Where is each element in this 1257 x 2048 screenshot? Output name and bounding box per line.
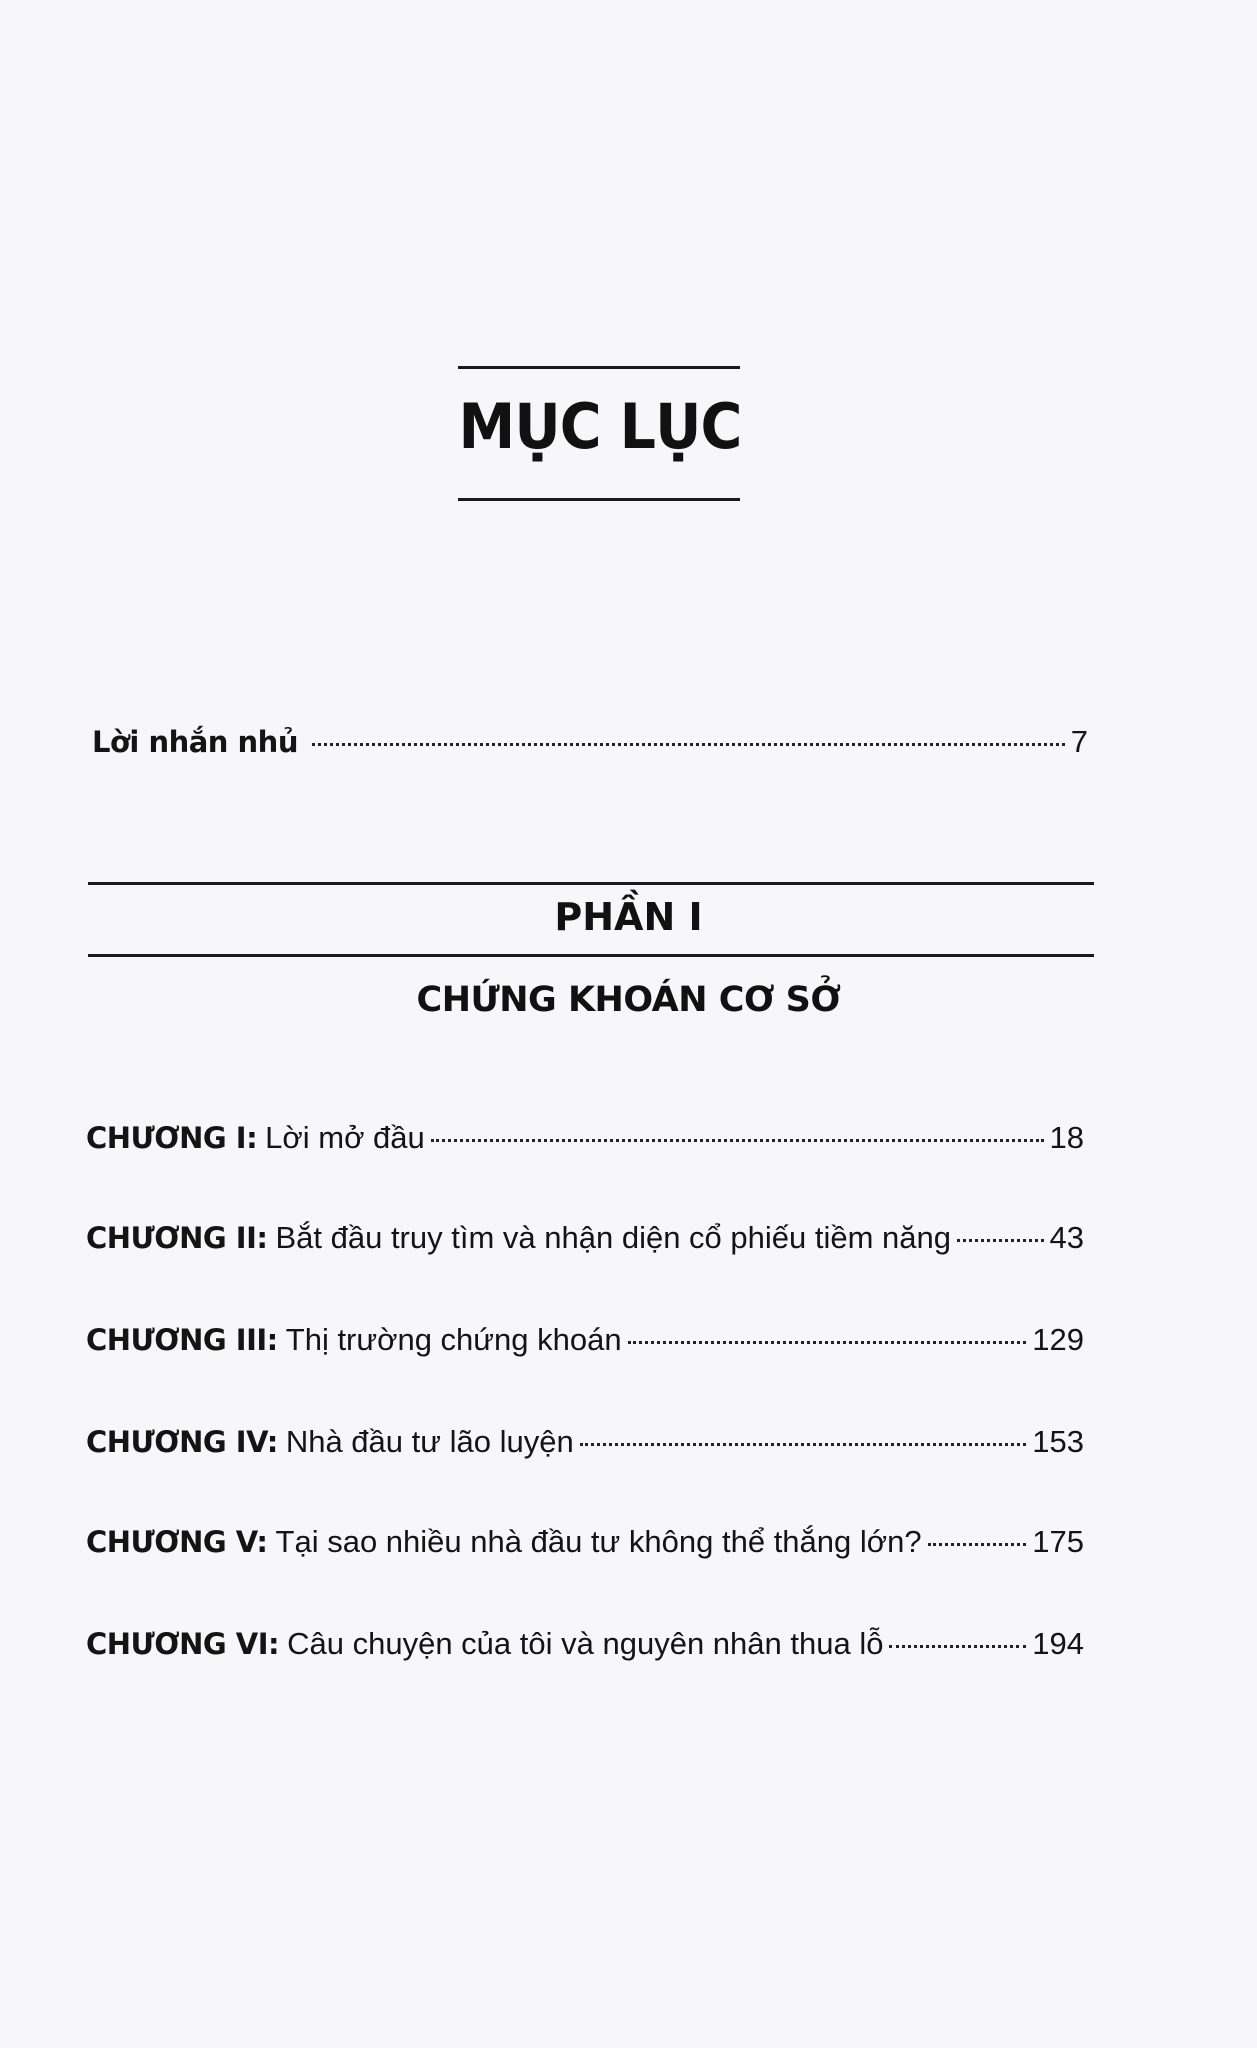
chapter-label: CHƯƠNG II: [86,1221,268,1255]
chapter-title: Bắt đầu truy tìm và nhận diện cổ phiếu tiềm năng [275,1220,952,1255]
dot-leader [312,743,1065,746]
chapter-title: Thị trường chứng khoán [285,1322,622,1357]
chapter-label: CHƯƠNG I: [86,1121,258,1155]
chapter-page-number: 43 [1049,1220,1084,1255]
part-rule-top [88,882,1094,885]
chapter-page-number: 153 [1032,1424,1084,1459]
chapter-title: Lời mở đầu [265,1120,425,1155]
dot-leader [431,1139,1044,1142]
toc-entry-chapter[interactable] [86,1322,1084,1358]
chapter-page-number: 194 [1032,1626,1084,1661]
preface-page-number: 7 [1070,724,1088,759]
dot-leader [889,1645,1026,1648]
chapter-label: CHƯƠNG IV: [86,1425,278,1459]
dot-leader [928,1543,1027,1546]
dot-leader [957,1239,1044,1242]
chapter-label: CHƯƠNG VI: [86,1627,280,1661]
part-rule-bottom [88,954,1094,957]
preface-title: Lời nhắn nhủ [92,725,298,759]
title-rule-top [458,366,740,369]
part-subtitle: CHỨNG KHOÁN CƠ SỞ [416,980,841,1020]
chapter-label: CHƯƠNG V: [86,1525,268,1559]
toc-entry-chapter[interactable] [86,1220,1084,1256]
toc-entry-chapter[interactable] [86,1524,1084,1560]
page-title: MỤC LỤC [458,390,742,463]
chapter-title: Tại sao nhiều nhà đầu tư không thể thắng lớn? [275,1524,922,1559]
chapter-page-number: 18 [1049,1120,1084,1155]
toc-entry-chapter[interactable] [86,1626,1084,1662]
toc-entry-chapter[interactable] [86,1120,1084,1156]
toc-entry-chapter[interactable] [86,1424,1084,1460]
toc-entry-preface[interactable] [92,724,1088,760]
dot-leader [628,1341,1027,1344]
chapter-title: Câu chuyện của tôi và nguyên nhân thua lỗ [287,1626,884,1661]
dot-leader [580,1443,1027,1446]
part-label: PHẦN I [554,895,703,939]
chapter-title: Nhà đầu tư lão luyện [285,1424,574,1459]
chapter-page-number: 175 [1032,1524,1084,1559]
title-rule-bottom [458,498,740,501]
chapter-label: CHƯƠNG III: [86,1323,278,1357]
chapter-page-number: 129 [1032,1322,1084,1357]
